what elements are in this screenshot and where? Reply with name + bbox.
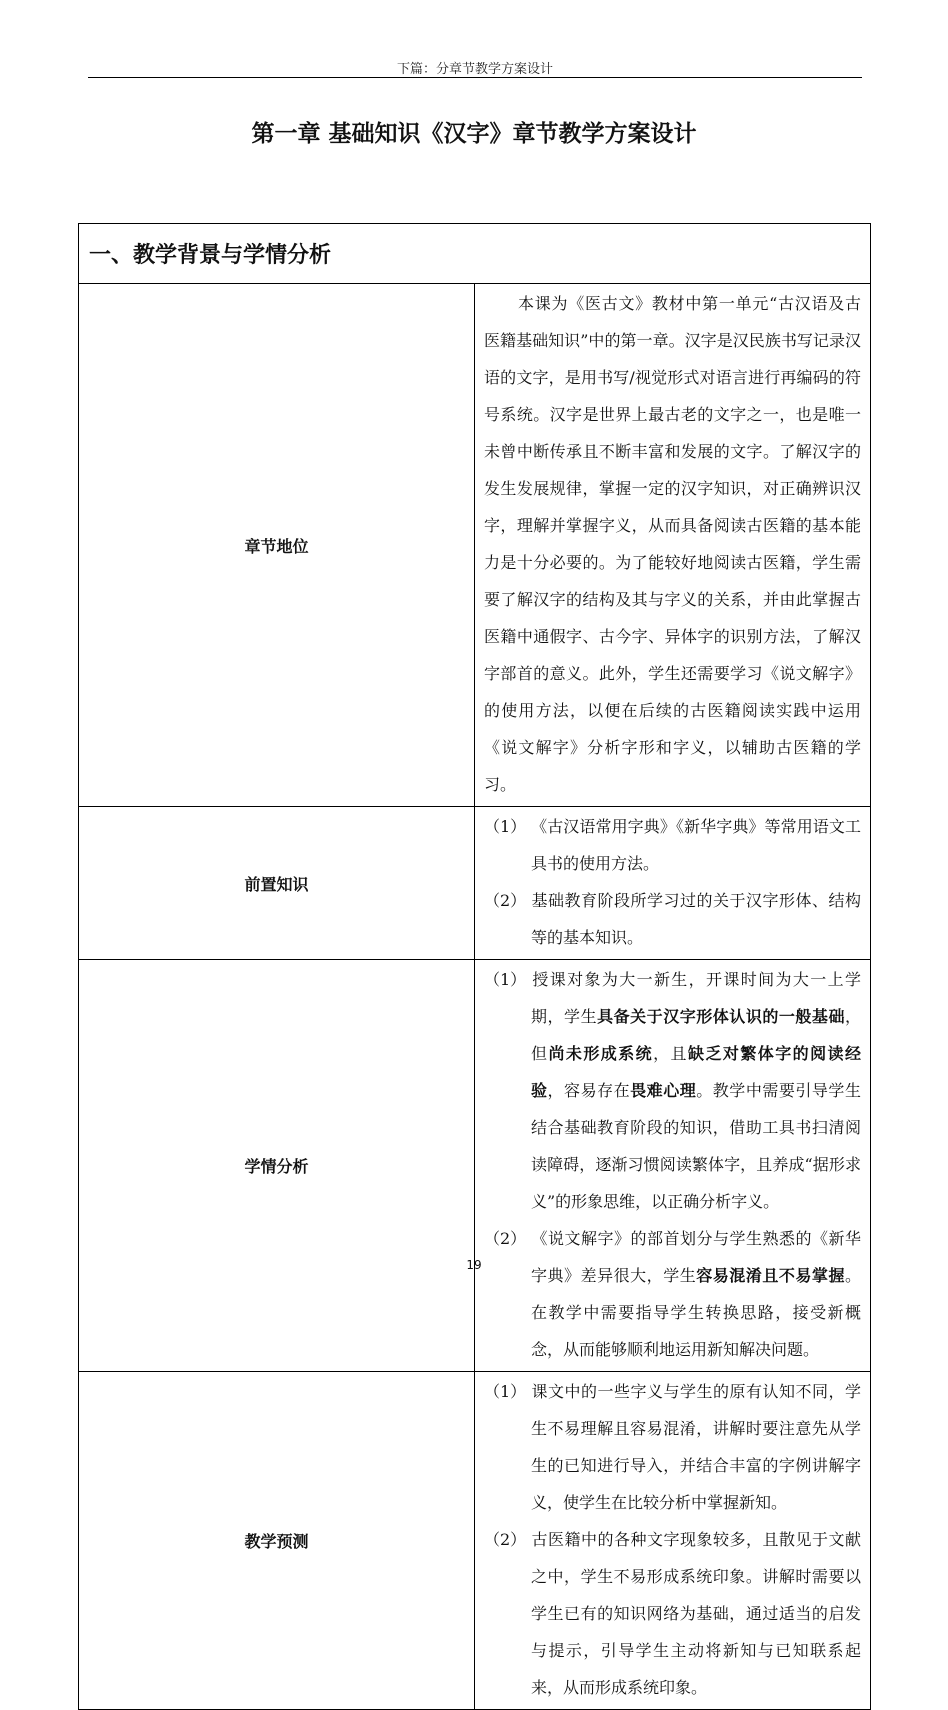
item-text: ，且 <box>653 1044 688 1063</box>
table-row <box>79 960 871 1372</box>
item-text: ，但 <box>531 1007 861 1063</box>
teaching-prediction-content <box>475 1372 871 1710</box>
table-row <box>79 807 871 960</box>
page-number: 19 <box>466 1258 482 1272</box>
chapter-position-content <box>475 284 871 807</box>
item-number: （1） <box>484 970 527 989</box>
list-item <box>484 1373 861 1521</box>
list-item <box>484 882 861 956</box>
item-text: 授课对象为大一新生，开课时间为大一上学期，学生 <box>531 970 861 1026</box>
emphasis-text: 具备关于汉字形体认识的一般基础 <box>597 1007 845 1026</box>
header-rule <box>88 77 862 78</box>
emphasis-text: 尚未形成系统 <box>548 1044 654 1063</box>
table-row <box>79 284 871 807</box>
item-text: 。教学中需要引导学生结合基础教育阶段的知识，借助工具书扫清阅读障碍，逐渐习惯阅读繁体字，且养成“据形求义”的形象思维，以正确分析字义。 <box>531 1081 861 1211</box>
item-text: ，容易存在 <box>547 1081 631 1100</box>
emphasis-text: 畏难心理 <box>630 1081 697 1100</box>
list-item <box>484 1220 861 1368</box>
running-header: 下篇：分章节教学方案设计 <box>396 62 553 77</box>
row-label-student-analysis: 学情分析 <box>79 960 475 1372</box>
item-text: 课文中的一些字义与学生的原有认知不同，学生不易理解且容易混淆，讲解时要注意先从学生的已知进行导入，并结合丰富的字例讲解字义，使学生在比较分析中掌握新知。 <box>531 1382 861 1512</box>
item-text: 。在教学中需要指导学生转换思路，接受新概念，从而能够顺利地运用新知解决问题。 <box>531 1266 861 1359</box>
item-text: 《古汉语常用字典》《新华字典》等常用语文工具书的使用方法。 <box>531 817 861 873</box>
item-number: （1） <box>484 817 527 836</box>
student-analysis-content <box>475 960 871 1372</box>
emphasis-text: 缺乏对繁体字的阅读经验 <box>531 1044 861 1100</box>
item-text: 《说文解字》的部首划分与学生熟悉的《新华字典》差异很大，学生 <box>531 1229 861 1285</box>
item-text: 基础教育阶段所学习过的关于汉字形体、结构等的基本知识。 <box>531 891 861 947</box>
item-number: （1） <box>484 1382 527 1401</box>
item-number: （2） <box>484 891 527 910</box>
list-item <box>484 1521 861 1706</box>
emphasis-text: 容易混淆且不易掌握 <box>696 1266 845 1285</box>
list-item <box>484 808 861 882</box>
section-title: 一、教学背景与学情分析 <box>79 224 871 284</box>
list-item <box>484 961 861 1220</box>
teaching-plan-table <box>78 223 871 1710</box>
prior-knowledge-content <box>475 807 871 960</box>
section-header-row <box>79 224 871 284</box>
item-number: （2） <box>484 1229 527 1248</box>
chapter-title: 第一章 基础知识《汉字》章节教学方案设计 <box>251 121 697 147</box>
item-text: 古医籍中的各种文字现象较多，且散见于文献之中，学生不易形成系统印象。讲解时需要以学生已有的知识网络为基础，通过适当的启发与提示，引导学生主动将新知与已知联系起来，从而形成系统印象。 <box>531 1530 861 1697</box>
row-label-chapter-position: 章节地位 <box>79 284 475 807</box>
item-number: （2） <box>484 1530 527 1549</box>
chapter-position-text: 本课为《医古文》教材中第一单元“古汉语及古医籍基础知识”中的第一章。汉字是汉民族书写记录汉语的文字，是用书写/视觉形式对语言进行再编码的符号系统。汉字是世界上最古老的文字之一，也是唯一未曾中断传承且不断丰富和发展的文字。了解汉字的发生发展规律，掌握一定的汉字知识，对正确辨识汉字，理解并掌握字义，从而具备阅读古医籍的基本能力是十分必要的。为了能较好地阅读古医籍，学生需要了解汉字的结构及其与字义的关系，并由此掌握古医籍中通假字、古今字、异体字的识别方法，了解汉字部首的意义。此外，学生还需要学习《说文解字》的使用方法，以便在后续的古医籍阅读实践中运用《说文解字》分析字形和字义，以辅助古医籍的学习。 <box>484 294 861 794</box>
row-label-prior-knowledge: 前置知识 <box>79 807 475 960</box>
row-label-teaching-prediction: 教学预测 <box>79 1372 475 1710</box>
table-row <box>79 1372 871 1710</box>
